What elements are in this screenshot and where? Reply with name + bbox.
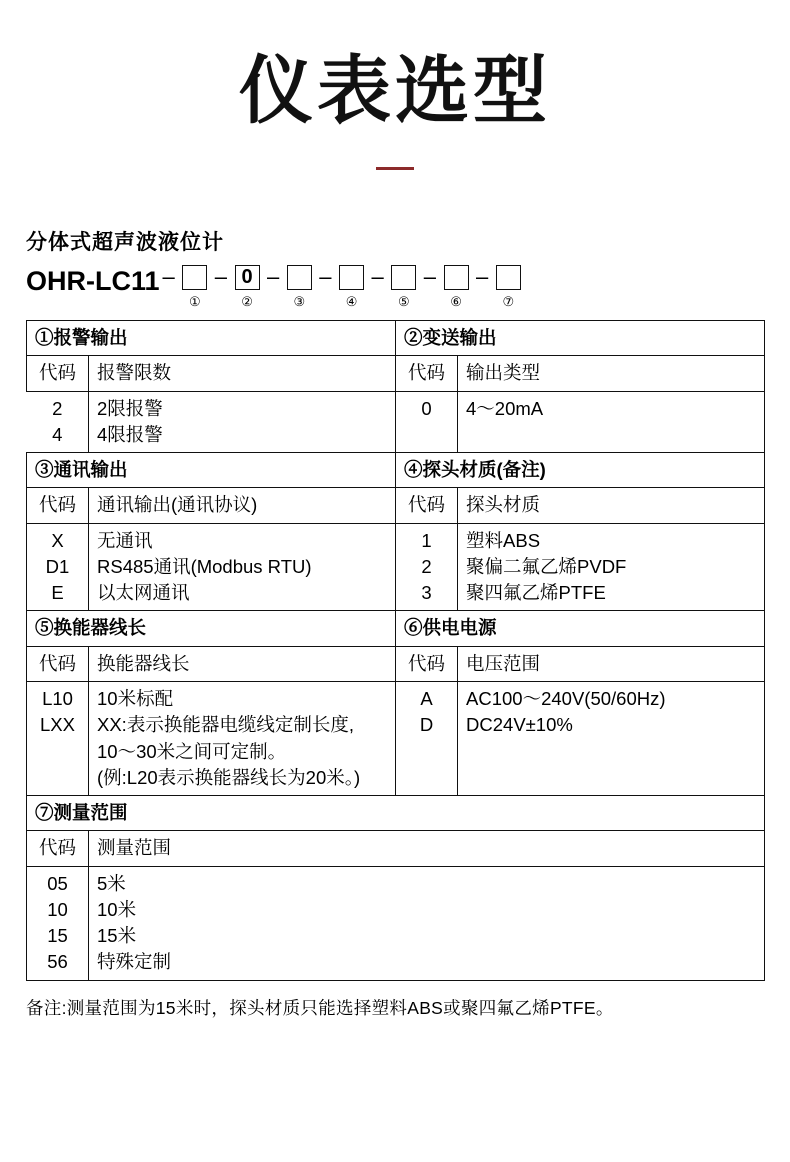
section6-value-0: AC100～240V(50/60Hz) bbox=[466, 688, 666, 710]
section1-code-1: 4 bbox=[52, 423, 63, 445]
section3-value-1: RS485通讯(Modbus RTU) bbox=[97, 555, 312, 577]
model-separator: – bbox=[371, 264, 384, 290]
section1-value-0: 2限报警 bbox=[97, 397, 163, 419]
section3-heading: ③通讯输出 bbox=[27, 453, 396, 488]
section3-code-1: D1 bbox=[45, 555, 70, 577]
section4-value-cell bbox=[458, 523, 765, 611]
model-separator: – bbox=[162, 264, 175, 290]
model-slot-6-value[interactable] bbox=[444, 265, 469, 290]
section5-code-cell bbox=[27, 682, 89, 796]
model-slot-2-value[interactable]: 0 bbox=[235, 265, 260, 290]
model-slot-7-value[interactable] bbox=[496, 265, 521, 290]
section1-heading: ①报警输出 bbox=[27, 321, 396, 356]
model-slot-4-index: ④ bbox=[345, 293, 358, 309]
model-slot-5-value[interactable] bbox=[391, 265, 416, 290]
model-slot-7 bbox=[491, 265, 525, 308]
model-slot-7-index: ⑦ bbox=[502, 293, 515, 309]
section5-value-1: XX:表示换能器电缆线定制长度, bbox=[97, 714, 354, 736]
section1-value-cell bbox=[89, 391, 396, 453]
selection-table bbox=[26, 320, 765, 981]
section7-value-1: 10米 bbox=[97, 898, 137, 920]
section4-value-0: 塑料ABS bbox=[466, 529, 541, 551]
footer-note: 备注:测量范围为15米时，探头材质只能选择塑料ABS或聚四氟乙烯PTFE。 bbox=[26, 997, 614, 1018]
section6-heading: ⑥供电电源 bbox=[396, 611, 765, 646]
section7-value-cell bbox=[89, 866, 765, 980]
section3-value-header: 通讯输出(通讯协议) bbox=[89, 488, 396, 523]
section4-value-2: 聚四氟乙烯PTFE bbox=[466, 582, 606, 604]
section2-value-cell bbox=[458, 391, 765, 453]
section5-heading: ⑤换能器线长 bbox=[27, 611, 396, 646]
model-slot-2-index: ② bbox=[241, 293, 253, 309]
section2-code-0: 0 bbox=[421, 397, 432, 419]
model-separator: – bbox=[319, 264, 332, 290]
section3-code-cell bbox=[27, 523, 89, 611]
model-code-row bbox=[26, 264, 764, 308]
model-slot-3-index: ③ bbox=[293, 293, 306, 309]
section7-code-3: 56 bbox=[47, 951, 68, 973]
section7-value-0: 5米 bbox=[97, 872, 126, 894]
model-separator: – bbox=[267, 264, 280, 290]
section1-code-0: 2 bbox=[52, 397, 63, 419]
model-slot-4 bbox=[335, 265, 369, 308]
section7-code-0: 05 bbox=[47, 872, 68, 894]
section6-code-1: D bbox=[419, 714, 434, 736]
section6-code-0: A bbox=[420, 688, 433, 710]
title-divider bbox=[376, 167, 414, 170]
section1-code-cell bbox=[27, 391, 89, 453]
model-separator: – bbox=[423, 264, 437, 290]
model-slot-1-value[interactable] bbox=[182, 265, 207, 290]
section5-value-cell bbox=[89, 682, 396, 796]
model-separator: – bbox=[476, 264, 489, 290]
model-slot-group bbox=[178, 264, 526, 308]
section7-value-3: 特殊定制 bbox=[97, 951, 172, 973]
section7-code-cell bbox=[27, 866, 89, 980]
page-title: 仪表选型 bbox=[239, 49, 551, 132]
section6-code-cell bbox=[396, 682, 458, 796]
section7-value-2: 15米 bbox=[97, 925, 137, 947]
section2-code-cell bbox=[396, 391, 458, 453]
model-prefix: OHR-LC11 bbox=[26, 266, 160, 297]
section2-heading: ②变送输出 bbox=[396, 321, 765, 356]
table-row bbox=[27, 391, 765, 453]
model-slot-6 bbox=[439, 265, 473, 308]
section6-value-header: 电压范围 bbox=[458, 646, 765, 681]
table-row bbox=[27, 453, 765, 488]
table-row bbox=[27, 611, 765, 646]
model-slot-3 bbox=[282, 265, 316, 308]
section4-heading: ④探头材质(备注) bbox=[396, 453, 765, 488]
section4-code-0: 1 bbox=[421, 529, 432, 551]
model-slot-1 bbox=[178, 265, 212, 308]
table-row bbox=[27, 321, 765, 356]
section3-code-2: E bbox=[51, 582, 64, 604]
model-slot-4-value[interactable] bbox=[339, 265, 364, 290]
section1-value-1: 4限报警 bbox=[97, 423, 163, 445]
section4-code-cell bbox=[396, 523, 458, 611]
section1-value-header: 报警限数 bbox=[89, 356, 396, 391]
section6-code-header: 代码 bbox=[396, 646, 458, 681]
section5-code-1: LXX bbox=[40, 714, 75, 736]
section3-value-cell bbox=[89, 523, 396, 611]
section6-value-cell bbox=[458, 682, 765, 796]
section2-code-header: 代码 bbox=[396, 356, 458, 391]
model-slot-3-value[interactable] bbox=[287, 265, 312, 290]
table-row bbox=[27, 523, 765, 611]
section5-value-header: 换能器线长 bbox=[89, 646, 396, 681]
table-row bbox=[27, 831, 765, 866]
section3-code-0: X bbox=[51, 529, 64, 551]
section7-value-header: 测量范围 bbox=[89, 831, 765, 866]
section3-value-0: 无通讯 bbox=[97, 529, 153, 551]
section5-value-0: 10米标配 bbox=[97, 688, 174, 710]
section4-code-2: 3 bbox=[421, 582, 432, 604]
section4-code-header: 代码 bbox=[396, 488, 458, 523]
section7-code-1: 10 bbox=[47, 898, 68, 920]
section4-value-header: 探头材质 bbox=[458, 488, 765, 523]
section5-code-0: L10 bbox=[42, 688, 73, 710]
product-subtitle: 分体式超声波液位计 bbox=[26, 231, 224, 255]
table-row bbox=[27, 488, 765, 523]
section4-value-1: 聚偏二氟乙烯PVDF bbox=[466, 555, 627, 577]
model-slot-6-index: ⑥ bbox=[450, 293, 462, 309]
model-separator: – bbox=[214, 264, 228, 290]
model-slot-5 bbox=[387, 265, 421, 308]
table-row bbox=[27, 796, 765, 831]
section3-value-2: 以太网通讯 bbox=[97, 582, 190, 604]
table-row bbox=[27, 682, 765, 796]
section3-code-header: 代码 bbox=[27, 488, 89, 523]
section5-extra-0: 10～30米之间可定制。 bbox=[97, 740, 287, 762]
section5-code-header: 代码 bbox=[27, 646, 89, 681]
model-slot-1-index: ① bbox=[188, 293, 201, 309]
section5-extra-1: (例:L20表示换能器线长为20米。) bbox=[97, 766, 361, 788]
table-row bbox=[27, 356, 765, 391]
model-slot-5-index: ⑤ bbox=[397, 293, 410, 309]
model-slot-2 bbox=[230, 265, 264, 308]
content-area bbox=[0, 226, 790, 1020]
table-row bbox=[27, 866, 765, 980]
section2-value-0: 4～20mA bbox=[466, 397, 544, 419]
section6-value-1: DC24V±10% bbox=[466, 714, 573, 736]
section4-code-1: 2 bbox=[421, 555, 432, 577]
section7-heading: ⑦测量范围 bbox=[27, 796, 765, 831]
section7-code-header: 代码 bbox=[27, 831, 89, 866]
table-row bbox=[27, 646, 765, 681]
section1-code-header: 代码 bbox=[27, 356, 89, 391]
section2-value-header: 输出类型 bbox=[458, 356, 765, 391]
section7-code-2: 15 bbox=[47, 925, 68, 947]
